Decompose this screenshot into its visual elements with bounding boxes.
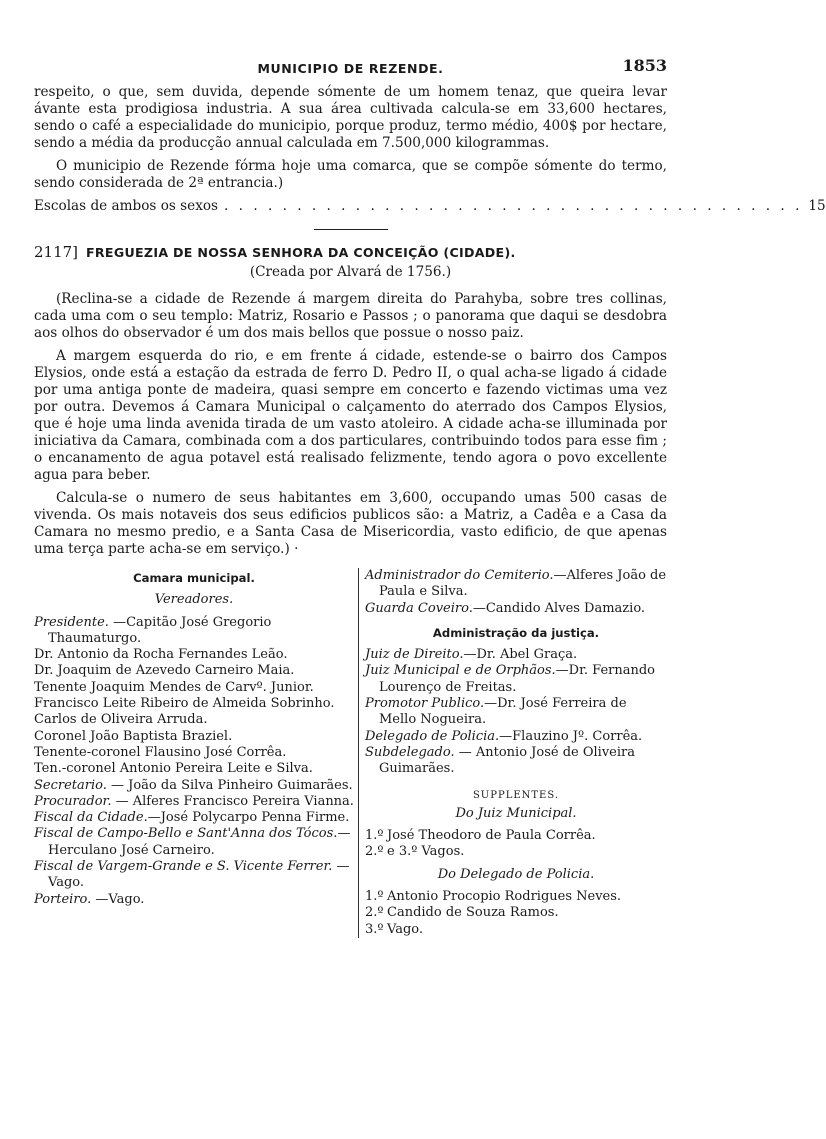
supplente-name: José Theodoro de Paula Corrêa. [387, 828, 596, 844]
section-paragraph-2: A margem esquerda do rio, e em frente á cidade, estende-se o bairro dos Campos Elysios, onde está a estação da estrada de ferro D. Pedro II, o qual acha-se ligado á cidade por uma antiga ponte de madeira, quasi sempre em concerto e fazendo victimas uma vez por outra. Devemos á Camara Municipal o calçamento do aterrado dos Campos Elysios, que é hoje uma linda avenida tirada de um vasto atoleiro. A cidade acha-se illuminada por iniciativa da Camara, combinada com a dos particulares, contribuindo todos para esse fim ; o encanamento de agua potavel está realisado felizmente, tendo agora o povo excellente agua para beber. [34, 348, 667, 483]
justice-officer-entry [365, 647, 667, 663]
supplente-number: 3.º [365, 921, 384, 937]
juiz-supplente-entry [365, 828, 667, 844]
justice-officer-name: —Dr. Abel Graça. [463, 647, 578, 663]
cemetery-admin-entry [365, 568, 667, 601]
section-subtitle: (Creada por Alvará de 1756.) [249, 264, 452, 280]
officer-entry-procurador [34, 794, 354, 810]
justice-officer-role: Juiz Municipal e de Orphãos. [365, 663, 556, 679]
justice-officer-entry [365, 745, 667, 778]
schools-label: Escolas de ambos os sexos [34, 198, 219, 214]
directory-columns [34, 568, 667, 938]
councillor-entry: Francisco Leite Ribeiro de Almeida Sobrinho. [34, 696, 335, 712]
officer-name: —Vago. [48, 859, 350, 891]
justice-officer-name: —Dr. Fernando Lourenço de Freitas. [379, 663, 656, 695]
president-name: —Capitão José Gregorio Thaumaturgo. [48, 614, 272, 646]
section-title: FREGUEZIA DE NOSSA SENHORA DA CONCEIÇÃO (CIDADE). [86, 245, 516, 260]
cemetery-guard-role: Guarda Coveiro. [365, 600, 473, 616]
intro-paragraph-1: respeito, o que, sem duvida, depende sómente de um homem tenaz, que queira levar ávante esta prodigiosa industria. A sua área cultivada calcula-se em 33,600 hectares, sendo o café a especialidade do municipio, porque produz, termo médio, 400$ por hectare, sendo a média da producção annual calculada em 7.500,000 kilogrammas. [34, 84, 667, 151]
justice-heading: Administração da justiça. [432, 625, 600, 640]
councillor-entry: Carlos de Oliveira Arruda. [34, 712, 208, 728]
schools-count-line [34, 198, 826, 215]
officer-entry-porteiro [34, 892, 354, 908]
juiz-subheading: Do Juiz Municipal. [455, 805, 577, 821]
president-role: Presidente. [34, 614, 109, 630]
officer-role: Porteiro. [34, 891, 92, 907]
delegado-supplente-entry [365, 889, 667, 905]
officer-role: Fiscal de Campo-Bello e Sant'Anna dos Tócos. [34, 826, 338, 842]
camara-heading: Camara municipal. [133, 571, 255, 585]
section-number: 2117] [34, 243, 79, 261]
schools-value: 15 [808, 198, 826, 214]
councillor-entry: Coronel João Baptista Braziel. [34, 728, 233, 744]
intro-paragraph-2: O municipio de Rezende fórma hoje uma comarca, que se compõe sómente do termo, sendo considerada de 2ª entrancia.) [34, 158, 667, 191]
officer-name: — Alferes Francisco Pereira Vianna. [115, 793, 354, 809]
officer-entry-fiscal-campo-bello [34, 826, 354, 859]
officer-entry-secretario [34, 778, 354, 794]
justice-officer-name: —Dr. José Ferreira de Mello Nogueira. [379, 696, 627, 728]
officer-name: — João da Silva Pinheiro Guimarães. [111, 777, 353, 793]
supplente-name: Antonio Procopio Rodrigues Neves. [387, 889, 622, 905]
cemetery-admin-name: —Alferes João de Paula e Silva. [379, 568, 667, 600]
supplente-number: 2.º [365, 844, 384, 860]
officer-entry-fiscal-vargem-grande [34, 859, 354, 892]
running-header [34, 56, 667, 84]
supplente-number: 2.º [365, 905, 384, 921]
officer-name: —Herculano José Carneiro. [48, 826, 351, 858]
delegado-supplente-entry [365, 922, 667, 938]
officer-role: Procurador. [34, 793, 112, 809]
president-entry [34, 615, 354, 648]
justice-officer-entry [365, 729, 667, 745]
justice-officer-name: —Flauzino Jº. Corrêa. [499, 728, 643, 744]
leader-dots: . . . . . . . . . . . . . . . . . . . . . . . . . . . . . . . . . . . . . . . . [224, 198, 803, 214]
officer-name: —Vago. [95, 891, 145, 907]
page-number: 1853 [622, 56, 667, 75]
cemetery-guard-name: —Candido Alves Damazio. [472, 600, 646, 616]
supplente-name: Candido de Souza Ramos. [387, 905, 559, 921]
councillor-entry: Dr. Joaquim de Azevedo Carneiro Maia. [34, 663, 295, 679]
left-column [34, 568, 358, 938]
running-title: MUNICIPIO DE REZENDE. [257, 61, 444, 76]
cemetery-guard-entry [365, 601, 667, 617]
justice-officer-name: — Antonio José de Oliveira Guimarães. [379, 744, 635, 777]
right-column [358, 568, 667, 938]
section-paragraph-1: (Reclina-se a cidade de Rezende á margem direita do Parahyba, sobre tres collinas, cada uma com o seu templo: Matriz, Rosario e Passos ; o panorama que daqui se desdobra aos olhos do observador é um dos mais bellos que possue o nosso paiz. [34, 291, 667, 341]
justice-officer-entry [365, 696, 667, 729]
officer-role: Fiscal de Vargem-Grande e S. Vicente Ferrer. [34, 859, 333, 875]
councillor-entry: Tenente-coronel Flausino José Corrêa. [34, 744, 287, 760]
supplente-name: Vago. [387, 921, 423, 937]
section-divider [314, 229, 388, 230]
officer-role: Secretario. [34, 777, 107, 793]
councillor-entry: Dr. Antonio da Rocha Fernandes Leão. [34, 647, 288, 663]
vereadores-subheading: Vereadores. [154, 592, 234, 608]
justice-officer-entry [365, 663, 667, 696]
councillor-entry: Tenente Joaquim Mendes de Carvº. Junior. [34, 679, 314, 695]
juiz-supplente-entry [365, 844, 667, 860]
officer-role: Fiscal da Cidade. [34, 810, 148, 826]
justice-officer-role: Promotor Publico. [365, 696, 485, 712]
cemetery-admin-role: Administrador do Cemiterio. [365, 568, 554, 583]
officer-entry-fiscal-cidade [34, 810, 354, 826]
justice-officer-role: Delegado de Policia. [365, 728, 500, 744]
delegado-supplente-entry [365, 905, 667, 921]
delegado-subheading: Do Delegado de Policia. [437, 866, 595, 882]
councillor-entry: Ten.-coronel Antonio Pereira Leite e Silva. [34, 761, 313, 777]
supplentes-heading: SUPPLENTES. [472, 789, 560, 801]
justice-officer-role: Subdelegado. [365, 744, 455, 760]
supplente-number: 1.º [365, 889, 384, 905]
supplente-name: e 3.º Vagos. [387, 844, 465, 860]
officer-name: —José Polycarpo Penna Firme. [147, 810, 350, 826]
section-paragraph-3: Calcula-se o numero de seus habitantes em 3,600, occupando umas 500 casas de vivenda. Os mais notaveis dos seus edificios publicos são: a Matriz, a Cadêa e a Casa da Camara no mesmo predio, e a Santa Casa de Misericordia, vasto edificio, de que apenas uma terça parte acha-se em serviço.) · [34, 490, 667, 557]
section-heading [34, 244, 667, 261]
supplente-number: 1.º [365, 828, 384, 844]
justice-officer-role: Juiz de Direito. [365, 647, 464, 663]
